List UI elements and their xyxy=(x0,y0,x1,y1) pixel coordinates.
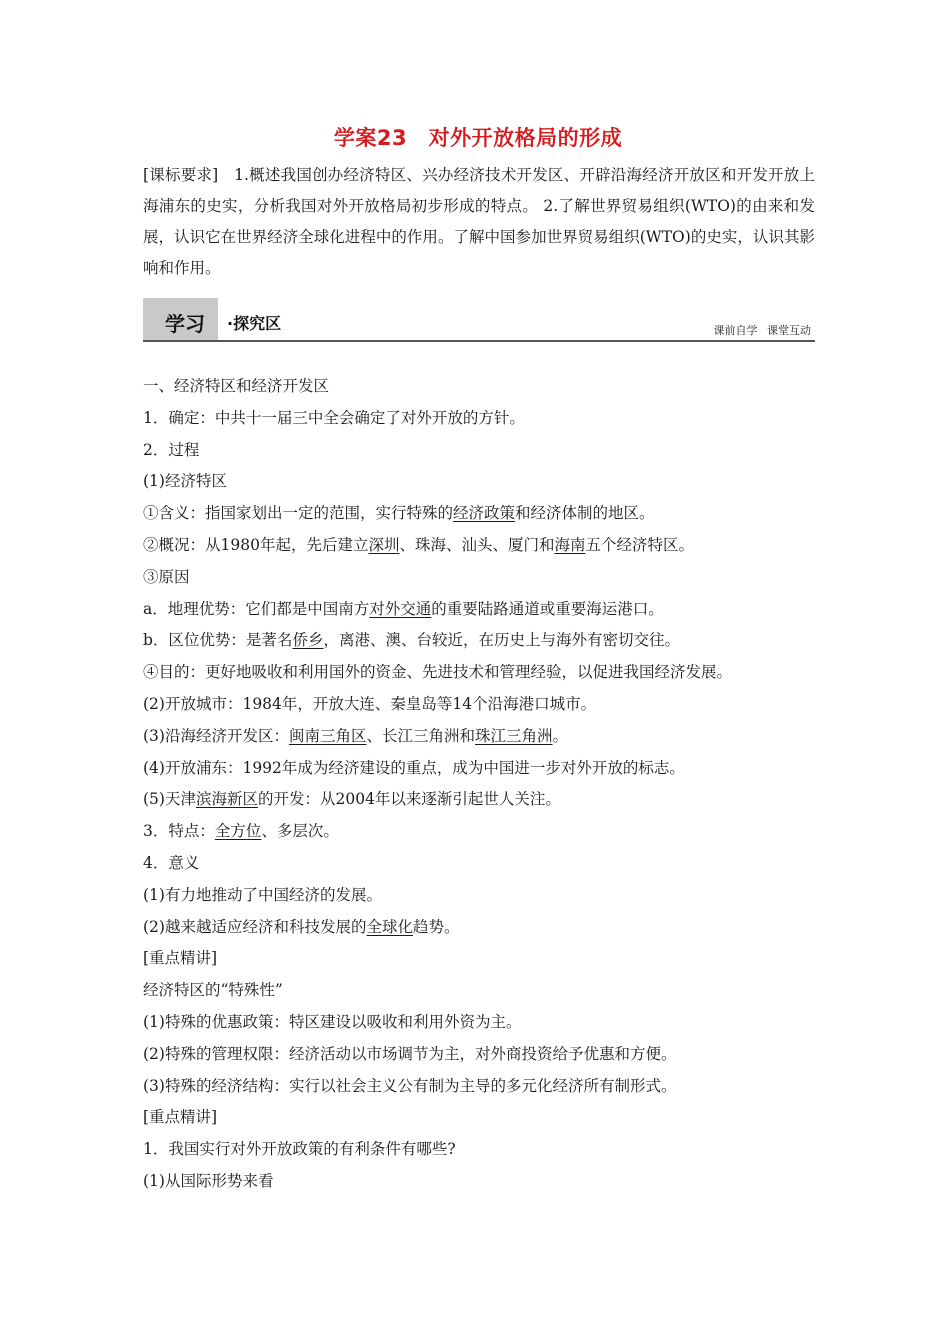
text-segment: (1)从国际形势来看 xyxy=(143,1171,274,1190)
section-right-note: 课前自学 课堂互动 xyxy=(713,324,811,337)
text-segment: 、多层次。 xyxy=(261,822,339,841)
content-line xyxy=(143,880,815,912)
content-line xyxy=(143,594,815,626)
underlined-keyword: 全方位 xyxy=(214,822,262,841)
text-segment: (1)特殊的优惠政策：特区建设以吸收和利用外资为主。 xyxy=(143,1012,522,1031)
content-body xyxy=(143,371,815,1198)
content-line xyxy=(143,975,815,1007)
content-line xyxy=(143,625,815,657)
content-line xyxy=(143,1071,815,1103)
content-line xyxy=(143,1007,815,1039)
content-line xyxy=(143,435,815,467)
section-tab-title: 学习 xyxy=(165,312,205,336)
text-segment: ④目的：更好地吸收和利用国外的资金、先进技术和管理经验，以促进我国经济发展。 xyxy=(143,663,733,682)
text-segment: 2．过程 xyxy=(143,440,200,459)
text-segment: (2)越来越适应经济和科技发展的 xyxy=(143,917,367,936)
content-line xyxy=(143,753,815,785)
text-segment: ①含义：指国家划出一定的范围，实行特殊的 xyxy=(143,504,454,523)
underlined-keyword: 经济政策 xyxy=(453,504,516,523)
content-line xyxy=(143,912,815,944)
text-segment: [重点精讲] xyxy=(143,949,218,968)
section-tab-subtitle: ·探究区 xyxy=(227,314,282,333)
text-segment: ③原因 xyxy=(143,567,190,586)
curriculum-requirements: [课标要求] 1.概述我国创办经济特区、兴办经济技术开发区、开辟沿海经济开放区和开发开放上海浦东的史实，分析我国对外开放格局初步形成的特点。 2.了解世界贸易组织(WTO)的由来和发展，认识它在世界经济全球化进程中的作用。了解中国参加世界贸易组织(WTO)的史实，认识其影响和作用。 xyxy=(143,166,815,277)
content-line xyxy=(143,943,815,975)
content-line xyxy=(143,657,815,689)
text-segment: 五个经济特区。 xyxy=(585,535,695,554)
underlined-keyword: 全球化 xyxy=(366,917,413,936)
content-line xyxy=(143,371,815,403)
text-segment: 。 xyxy=(552,726,569,745)
text-segment: b．区位优势：是著名 xyxy=(143,631,293,650)
underlined-keyword: 对外交通 xyxy=(369,599,432,618)
content-line xyxy=(143,562,815,594)
content-line xyxy=(143,689,815,721)
text-segment: (5)天津 xyxy=(143,790,196,809)
text-segment: 3．特点： xyxy=(143,822,215,841)
content-line xyxy=(143,816,815,848)
text-segment: 趋势。 xyxy=(412,917,460,936)
underlined-keyword: 深圳 xyxy=(368,535,400,554)
content-line xyxy=(143,1134,815,1166)
underlined-keyword: 珠江三角洲 xyxy=(475,726,553,745)
text-segment: (1)经济特区 xyxy=(143,472,227,491)
section-divider xyxy=(143,340,815,342)
text-segment: ②概况：从1980年起，先后建立 xyxy=(143,535,369,554)
text-segment: 4．意义 xyxy=(143,853,200,872)
content-line xyxy=(143,784,815,816)
section-header xyxy=(143,298,815,342)
text-segment: 、长江三角洲和 xyxy=(366,726,475,745)
text-segment: 的重要陆路通道或重要海运港口。 xyxy=(431,599,664,618)
content-line xyxy=(143,1039,815,1071)
text-segment: [重点精讲] xyxy=(143,1108,218,1127)
text-segment: a．地理优势：它们都是中国南方 xyxy=(143,599,370,618)
text-segment: 的开发：从2004年以来逐渐引起世人关注。 xyxy=(257,790,561,809)
text-segment: 1．确定：中共十一届三中全会确定了对外开放的方针。 xyxy=(143,408,525,427)
underlined-keyword: 闽南三角区 xyxy=(288,726,367,745)
underlined-keyword: 侨乡 xyxy=(292,631,324,650)
underlined-keyword: 海南 xyxy=(554,535,586,554)
text-segment: ，离港、澳、台较近，在历史上与海外有密切交往。 xyxy=(323,631,680,650)
text-segment: (1)有力地推动了中国经济的发展。 xyxy=(143,885,382,904)
text-segment: 1．我国实行对外开放政策的有利条件有哪些? xyxy=(143,1140,456,1159)
content-line xyxy=(143,466,815,498)
text-segment: 一、经济特区和经济开发区 xyxy=(143,377,330,395)
content-line xyxy=(143,530,815,562)
underlined-keyword: 滨海新区 xyxy=(195,790,258,809)
text-segment: 、珠海、汕头、厦门和 xyxy=(399,535,555,554)
text-segment: (2)特殊的管理权限：经济活动以市场调节为主，对外商投资给予优惠和方便。 xyxy=(143,1044,677,1063)
content-line xyxy=(143,721,815,753)
text-segment: (3)沿海经济开发区： xyxy=(143,726,289,745)
content-line xyxy=(143,403,815,435)
content-line xyxy=(143,498,815,530)
text-segment: 经济特区的“特殊性” xyxy=(143,981,283,1000)
content-line xyxy=(143,848,815,880)
text-segment: (2)开放城市：1984年，开放大连、秦皇岛等14个沿海港口城市。 xyxy=(143,694,597,713)
text-segment: (4)开放浦东：1992年成为经济建设的重点，成为中国进一步对外开放的标志。 xyxy=(143,758,685,777)
content-line xyxy=(143,1166,815,1198)
text-segment: 和经济体制的地区。 xyxy=(515,504,655,523)
page-title: 学案23 对外开放格局的形成 xyxy=(333,126,623,150)
text-segment: (3)特殊的经济结构：实行以社会主义公有制为主导的多元化经济所有制形式。 xyxy=(143,1076,677,1095)
content-line xyxy=(143,1102,815,1134)
